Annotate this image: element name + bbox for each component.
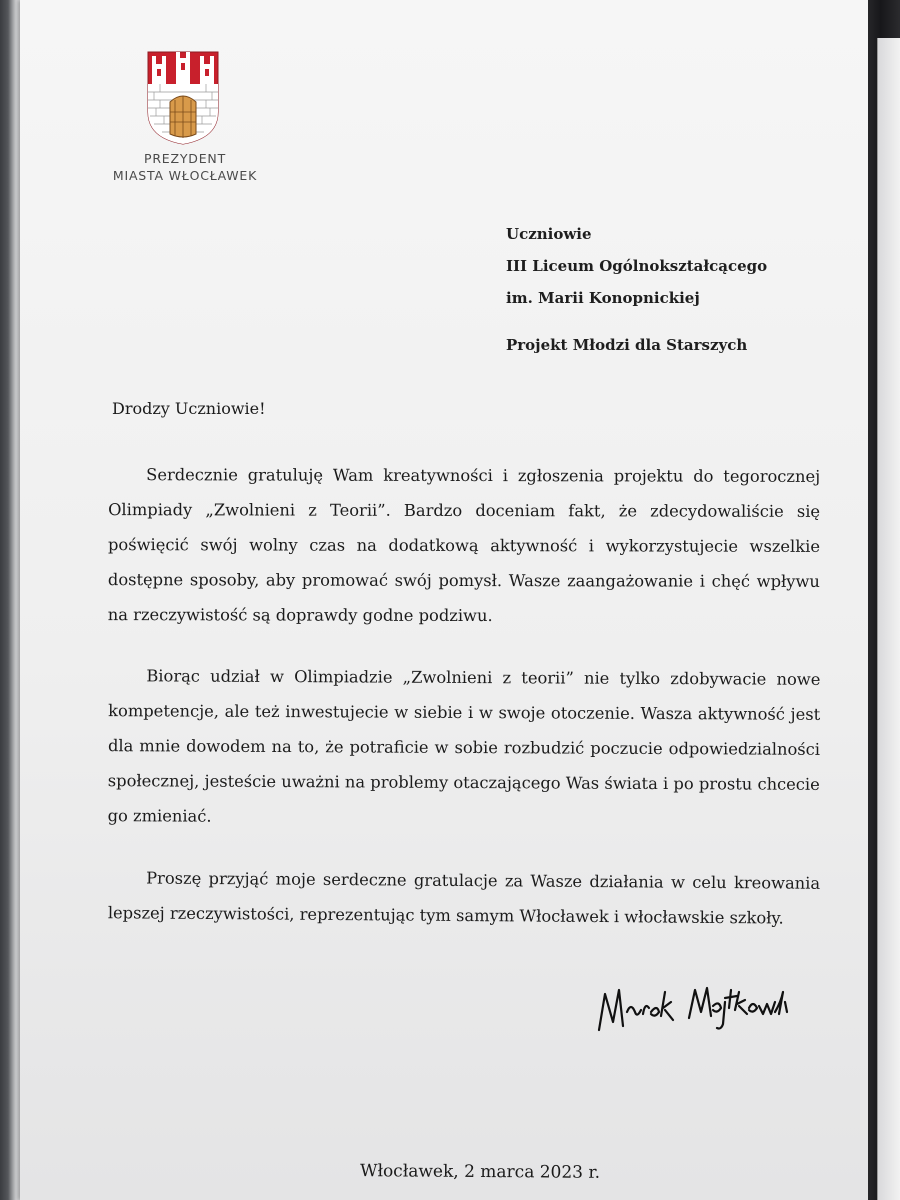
- office-line-1: PREZYDENT: [143, 151, 227, 166]
- recipient-line-2: III Liceum Ogólnokształcącego: [506, 257, 768, 275]
- recipient-line-1: Uczniowie: [506, 225, 592, 243]
- issuing-office: [100, 150, 270, 184]
- next-page-sliver: [877, 38, 900, 1200]
- wloclawek-coat-of-arms-icon: [146, 50, 220, 146]
- next-page-edge: [868, 0, 900, 1200]
- paragraph-3: Proszę przyjąć moje serdeczne gratulacje za Wasze działania w celu kreowania lepszej rzeczywistości, reprezentując tym samym Włocławek i włocławskie szkoły.: [107, 868, 821, 928]
- place-and-date: Włocławek, 2 marca 2023 r.: [359, 1161, 601, 1183]
- handwritten-signature: [585, 972, 790, 1042]
- letter-page: [20, 0, 868, 1200]
- project-line: Projekt Młodzi dla Starszych: [506, 336, 748, 354]
- office-line-2: MIASTA WŁOCŁAWEK: [112, 168, 258, 183]
- paragraph-1: Serdecznie gratuluję Wam kreatywności i zgłoszenia projektu do tegorocznej Olimpiady „Zwolnieni z Teorii”. Bardzo doceniam fakt, że zdecydowaliście się poświęcić swój wolny czas na dodatkową aktywność i wykorzystujecie wszelkie dostępne sposoby, aby promować swój pomysł. Wasze zaangażowanie i chęć wpływu na rzeczywistość są doprawdy godne podziwu.: [107, 465, 821, 626]
- recipient-block: [506, 218, 767, 314]
- greeting: Drodzy Uczniowie!: [112, 399, 266, 418]
- recipient-line-3: im. Marii Konopnickiej: [506, 289, 700, 307]
- paragraph-2: Biorąc udział w Olimpiadzie „Zwolnieni z teorii” nie tylko zdobywacie nowe kompetencje, ale też inwestujecie w siebie i w swoje otoczenie. Wasza aktywność jest dla mnie dowodem na to, że potraficie w sobie rozbudzić poczucie odpowiedzialności społecznej, jesteście uważni na problemy otaczającego Was świata i po prostu chcecie go zmieniać.: [107, 666, 821, 826]
